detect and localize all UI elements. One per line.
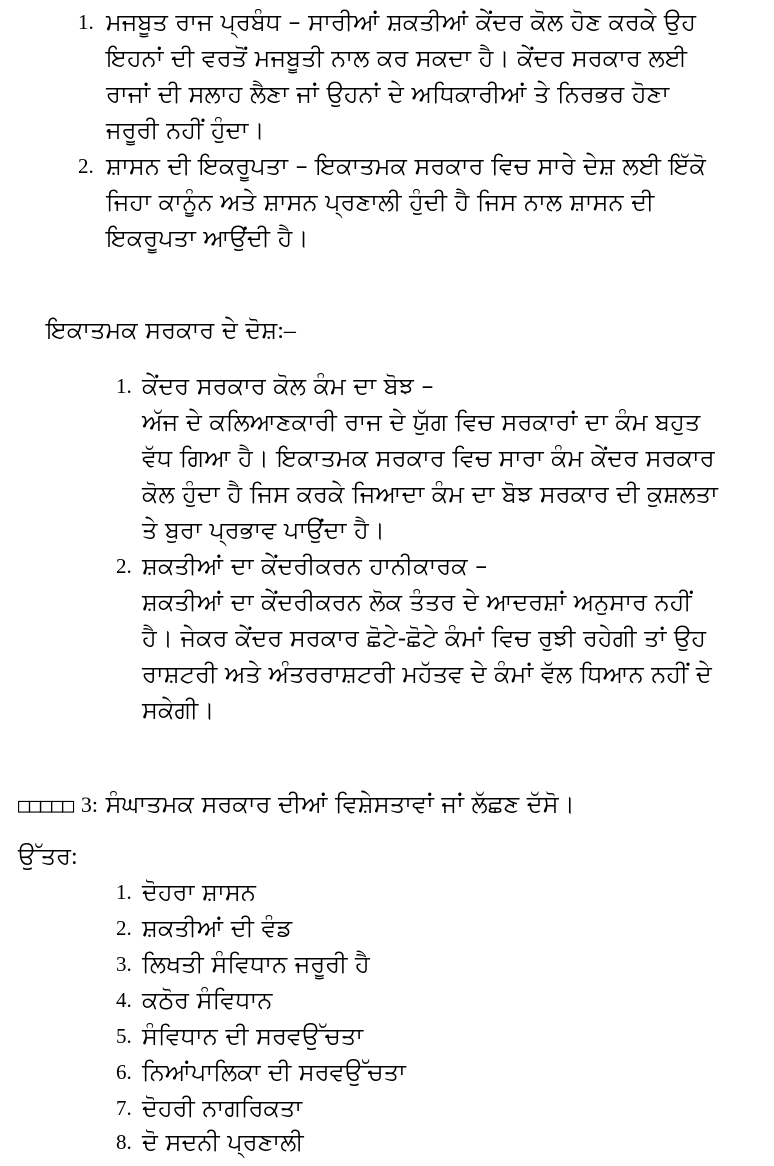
list-number: 3. — [116, 952, 132, 976]
list-item-line: ਜਿਹਾ ਕਾਨੂੰਨ ਅਤੇ ਸ਼ਾਸਨ ਪ੍ਰਣਾਲੀ ਹੁੰਦੀ ਹੈ ਜਿਸ ਨਾਲ ਸ਼ਾਸਨ ਦੀ — [106, 188, 655, 216]
list-item-line: ਇਹਨਾਂ ਦੀ ਵਰਤੋਂ ਮਜਬੂਤੀ ਨਾਲ ਕਰ ਸਕਦਾ ਹੈ। ਕੇਂਦਰ ਸਰਕਾਰ ਲਈ — [106, 44, 688, 72]
list-item-line: ਜਰੂਰੀ ਨਹੀਂ ਹੁੰਦਾ। — [106, 116, 265, 144]
list-number: 1. — [116, 374, 132, 398]
list-item: ਦੋ ਸਦਨੀ ਪ੍ਰਣਾਲੀ — [142, 1128, 304, 1156]
list-item-line: ਕੋਲ ਹੁੰਦਾ ਹੈ ਜਿਸ ਕਰਕੇ ਜਿਆਦਾ ਕੰਮ ਦਾ ਬੋਝ ਸਰਕਾਰ ਦੀ ਕੁਸ਼ਲਤਾ — [142, 480, 718, 508]
list-number: 2. — [78, 154, 94, 178]
list-number: 2. — [116, 916, 132, 940]
list-item: ਕਠੋਰ ਸੰਵਿਧਾਨ — [142, 986, 273, 1014]
section-heading-text: ਇਕਾਤਮਕ ਸਰਕਾਰ ਦੇ ਦੋਸ਼ — [46, 316, 278, 344]
question-text: ਸੰਘਾਤਮਕ ਸਰਕਾਰ ਦੀਆਂ ਵਿਸ਼ੇਸਤਾਵਾਂ ਜਾਂ ਲੱਛਣ ਦੱਸੋ। — [105, 790, 575, 818]
question-line — [18, 786, 575, 823]
list-item-line: ਸ਼ਾਸਨ ਦੀ ਇਕਰੂਪਤਾ – ਇਕਾਤਮਕ ਸਰਕਾਰ ਵਿਚ ਸਾਰੇ ਦੇਸ਼ ਲਈ ਇੱਕੋ — [106, 152, 706, 180]
list-number: 8. — [116, 1130, 132, 1154]
list-item-line: ਅੱਜ ਦੇ ਕਲਿਆਣਕਾਰੀ ਰਾਜ ਦੇ ਯੁੱਗ ਵਿਚ ਸਰਕਾਰਾਂ ਦਾ ਕੰਮ ਬਹੁਤ — [142, 408, 701, 436]
list-number: 4. — [116, 988, 132, 1012]
list-item-line: ਹੈ। ਜੇਕਰ ਕੇਂਦਰ ਸਰਕਾਰ ਛੋਟੇ-ਛੋਟੇ ਕੰਮਾਂ ਵਿਚ ਰੁਝੀ ਰਹੇਗੀ ਤਾਂ ਉਹ — [142, 624, 707, 652]
list-number: 2. — [116, 554, 132, 578]
list-number: 1. — [116, 880, 132, 904]
list-number: 7. — [116, 1096, 132, 1120]
list-number: 1. — [78, 10, 94, 34]
list-item-line: ਇਕਰੂਪਤਾ ਆਉਂਦੀ ਹੈ। — [106, 224, 309, 252]
list-item-line: ਰਾਸ਼ਟਰੀ ਅਤੇ ਅੰਤਰਰਾਸ਼ਟਰੀ ਮਹੱਤਵ ਦੇ ਕੰਮਾਂ ਵੱਲ ਧਿਆਨ ਨਹੀਂ ਦੇ — [142, 660, 712, 688]
question-prefix: □□□□□ — [18, 793, 74, 817]
answer-label — [18, 838, 78, 875]
list-item-title: ਕੇਂਦਰ ਸਰਕਾਰ ਕੋਲ ਕੰਮ ਦਾ ਬੋਝ – — [142, 372, 434, 400]
question-number: 3: — [80, 792, 98, 817]
list-item-line: ਤੇ ਬੁਰਾ ਪ੍ਰਭਾਵ ਪਾਉਂਦਾ ਹੈ। — [142, 516, 385, 544]
list-number: 6. — [116, 1060, 132, 1084]
list-item: ਨਿਆਂਪਾਲਿਕਾ ਦੀ ਸਰਵਉੱਚਤਾ — [142, 1058, 406, 1086]
list-item: ਦੋਹਰੀ ਨਾਗਰਿਕਤਾ — [142, 1094, 303, 1122]
list-item-line: ਵੱਧ ਗਿਆ ਹੈ। ਇਕਾਤਮਕ ਸਰਕਾਰ ਵਿਚ ਸਾਰਾ ਕੰਮ ਕੇਂਦਰ ਸਰਕਾਰ — [142, 444, 715, 472]
list-item: ਦੋਹਰਾ ਸ਼ਾਸਨ — [142, 878, 256, 906]
list-item-line: ਰਾਜਾਂ ਦੀ ਸਲਾਹ ਲੈਣਾ ਜਾਂ ਉਹਨਾਂ ਦੇ ਅਧਿਕਾਰੀਆਂ ਤੇ ਨਿਰਭਰ ਹੋਣਾ — [106, 80, 670, 108]
list-item-line: ਸ਼ਕਤੀਆਂ ਦਾ ਕੇਂਦਰੀਕਰਨ ਲੋਕ ਤੰਤਰ ਦੇ ਆਦਰਸ਼ਾਂ ਅਨੁਸਾਰ ਨਹੀਂ — [142, 588, 692, 616]
list-item-title: ਸ਼ਕਤੀਆਂ ਦਾ ਕੇਂਦਰੀਕਰਨ ਹਾਨੀਕਾਰਕ – — [142, 552, 488, 580]
answer-label-suffix: : — [71, 844, 78, 870]
list-item: ਸੰਵਿਧਾਨ ਦੀ ਸਰਵਉੱਚਤਾ — [142, 1022, 364, 1050]
list-number: 5. — [116, 1024, 132, 1048]
list-item: ਸ਼ਕਤੀਆਂ ਦੀ ਵੰਡ — [142, 914, 293, 942]
section-heading-suffix: :– — [277, 318, 296, 344]
list-item: ਲਿਖਤੀ ਸੰਵਿਧਾਨ ਜਰੂਰੀ ਹੈ — [142, 950, 370, 978]
section-heading — [46, 312, 296, 349]
list-item-line: ਸਕੇਗੀ। — [142, 696, 215, 724]
list-item-line: ਮਜਬੂਤ ਰਾਜ ਪ੍ਰਬੰਧ – ਸਾਰੀਆਂ ਸ਼ਕਤੀਆਂ ਕੇਂਦਰ ਕੋਲ ਹੋਣ ਕਰਕੇ ਉਹ — [106, 8, 697, 36]
answer-label-text: ਉੱਤਰ — [18, 842, 72, 870]
